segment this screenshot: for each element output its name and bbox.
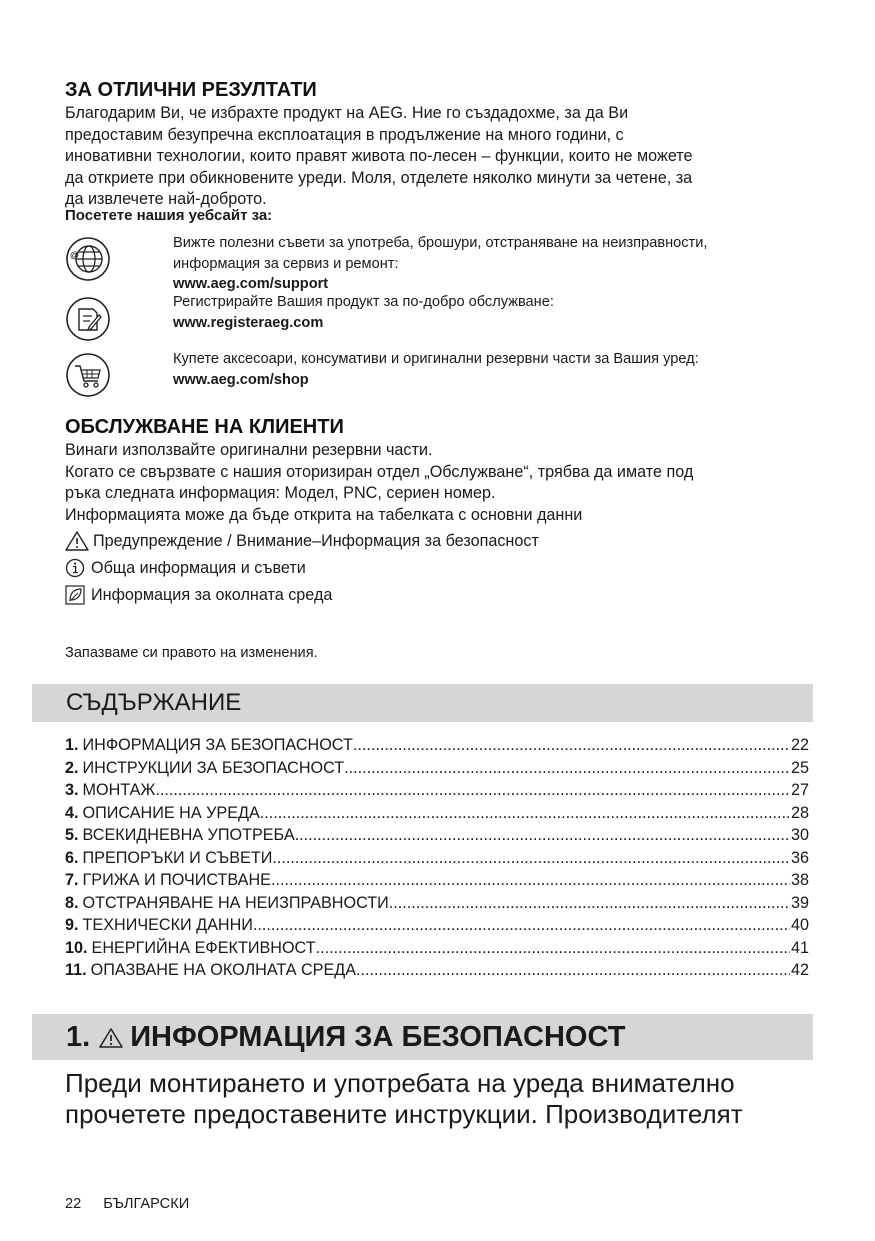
toc-page: 38 (790, 871, 809, 889)
toc-number: 3. (65, 781, 79, 799)
warning-icon (65, 531, 89, 551)
register-icon (65, 296, 111, 342)
legend-text: Обща информация и съвети (91, 559, 306, 577)
service-line: Когато се свързвате с нашия оторизиран отдел „Обслужване“, трябва да имате под (65, 462, 694, 481)
legend-warning (65, 530, 539, 552)
toc-page: 36 (790, 848, 809, 867)
toc-entry[interactable] (65, 734, 809, 757)
globe-icon (65, 236, 111, 282)
svg-text:@: @ (70, 250, 79, 260)
toc-label: ОПАЗВАНЕ НА ОКОЛНАТА СРЕДА (90, 961, 357, 979)
page-number: 22 (65, 1196, 82, 1212)
safety-intro-line: прочетете предоставените инструкции. Производителят (65, 1099, 743, 1129)
toc-leader (272, 847, 790, 870)
support-link[interactable]: www.aeg.com/support (173, 276, 329, 292)
toc-leader (271, 869, 790, 892)
service-line: ръка следната информация: Модел, PNC, сериен номер. (65, 484, 496, 502)
toc-entry[interactable] (65, 847, 809, 870)
toc-number: 2. (65, 758, 79, 777)
toc-page: 41 (790, 938, 809, 957)
register-link[interactable]: www.registeraeg.com (173, 314, 324, 331)
section1-title-text: ИНФОРМАЦИЯ ЗА БЕЗОПАСНОСТ (130, 1021, 626, 1053)
toc-number: 5. (65, 826, 79, 844)
toc-leader (316, 937, 790, 960)
toc-label: ТЕХНИЧЕСКИ ДАННИ (82, 916, 253, 934)
toc-leader (260, 802, 790, 825)
toc-number: 4. (65, 803, 79, 822)
toc-leader (253, 914, 790, 937)
toc-entry[interactable] (65, 914, 809, 937)
safety-intro-paragraph (65, 1068, 810, 1130)
info-icon (65, 558, 87, 578)
intro-paragraph (65, 103, 805, 211)
toc-leader (344, 757, 790, 780)
toc-number: 7. (65, 871, 79, 889)
rights-reserved-note: Запазваме си правото на изменения. (65, 645, 318, 661)
intro-line: предоставим безупречна експлоатация в продължение на много години, с (65, 125, 624, 144)
toc-entry[interactable] (65, 802, 809, 825)
toc-number: 10. (65, 938, 88, 957)
toc-entry[interactable] (65, 757, 809, 780)
toc-entry[interactable] (65, 824, 809, 847)
cart-icon (65, 352, 111, 398)
toc-leader (155, 779, 790, 802)
website-item-text: информация за сервиз и ремонт: (173, 255, 399, 272)
toc-page: 39 (790, 893, 809, 912)
toc-label: ОТСТРАНЯВАНЕ НА НЕИЗПРАВНОСТИ (82, 893, 389, 912)
toc-label: МОНТАЖ (82, 781, 156, 799)
legend-text: Информация за околната среда (91, 586, 333, 604)
toc-number: 9. (65, 916, 79, 934)
service-line: Информацията може да бъде открита на табелката с основни данни (65, 505, 583, 524)
website-item-text: Вижте полезни съвети за употреба, брошури, отстраняване на неизправности, (173, 235, 708, 251)
legend-text: Предупреждение / Внимание–Информация за безопасност (93, 532, 539, 550)
intro-line: да извлечете най-доброто. (65, 190, 267, 208)
toc-leader (353, 734, 790, 757)
toc-page: 27 (790, 781, 809, 799)
intro-line: иновативни технологии, които правят живота по-лесен – функции, които не можете (65, 147, 693, 165)
intro-line: да откриете при обикновените уреди. Моля, отделете няколко минути за четене, за (65, 168, 693, 187)
toc-entry[interactable] (65, 892, 809, 915)
toc-leader (295, 824, 790, 847)
website-item-text: Купете аксесоари, консумативи и оригинални резервни части за Вашия уред: (173, 351, 699, 367)
section1-header-bar (32, 1014, 813, 1060)
legend-environment (65, 584, 332, 606)
toc-label: ОПИСАНИЕ НА УРЕДА (82, 803, 260, 822)
section-title-results: ЗА ОТЛИЧНИ РЕЗУЛТАТИ (65, 79, 317, 101)
toc-page: 22 (790, 736, 809, 754)
page-footer (65, 1196, 189, 1212)
intro-line: Благодарим Ви, че избрахте продукт на AEG. Ние го създадохме, за да Ви (65, 104, 629, 122)
section-title-service: ОБСЛУЖВАНЕ НА КЛИЕНТИ (65, 416, 344, 438)
toc-title: СЪДЪРЖАНИЕ (66, 689, 242, 716)
shop-link[interactable]: www.aeg.com/shop (173, 371, 309, 388)
service-line: Винаги използвайте оригинални резервни части. (65, 441, 433, 459)
table-of-contents (65, 734, 809, 982)
toc-number: 8. (65, 893, 79, 912)
toc-number: 6. (65, 848, 79, 867)
service-paragraph (65, 440, 813, 526)
section1-title (66, 1021, 625, 1054)
toc-label: ИНФОРМАЦИЯ ЗА БЕЗОПАСНОСТ (82, 736, 353, 754)
section1-number: 1. (66, 1021, 91, 1053)
toc-page: 25 (790, 758, 809, 777)
toc-label: ВСЕКИДНЕВНА УПОТРЕБА (82, 826, 295, 844)
toc-page: 40 (790, 916, 809, 934)
toc-label: ГРИЖА И ПОЧИСТВАНЕ (82, 871, 271, 889)
toc-leader (389, 892, 790, 915)
toc-entry[interactable] (65, 959, 809, 982)
website-item-text: Регистрирайте Вашия продукт за по-добро обслужване: (173, 294, 554, 310)
toc-entry[interactable] (65, 869, 809, 892)
toc-entry[interactable] (65, 937, 809, 960)
toc-page: 42 (790, 961, 809, 979)
legend-info (65, 557, 306, 579)
toc-page: 28 (790, 803, 809, 822)
toc-number: 1. (65, 736, 79, 754)
warning-icon (98, 1027, 124, 1049)
toc-entry[interactable] (65, 779, 809, 802)
leaf-icon (65, 585, 87, 605)
toc-leader (356, 959, 790, 982)
toc-label: ИНСТРУКЦИИ ЗА БЕЗОПАСНОСТ (82, 758, 345, 777)
toc-header-bar (32, 684, 813, 722)
footer-language: БЪЛГАРСКИ (103, 1196, 190, 1212)
safety-intro-line: Преди монтирането и употребата на уреда внимателно (65, 1068, 735, 1098)
toc-number: 11. (65, 961, 87, 979)
toc-label: ПРЕПОРЪКИ И СЪВЕТИ (82, 848, 273, 867)
visit-website-label: Посетете нашия уебсайт за: (65, 207, 273, 224)
toc-label: ЕНЕРГИЙНА ЕФЕКТИВНОСТ (91, 938, 316, 957)
toc-page: 30 (790, 826, 809, 844)
